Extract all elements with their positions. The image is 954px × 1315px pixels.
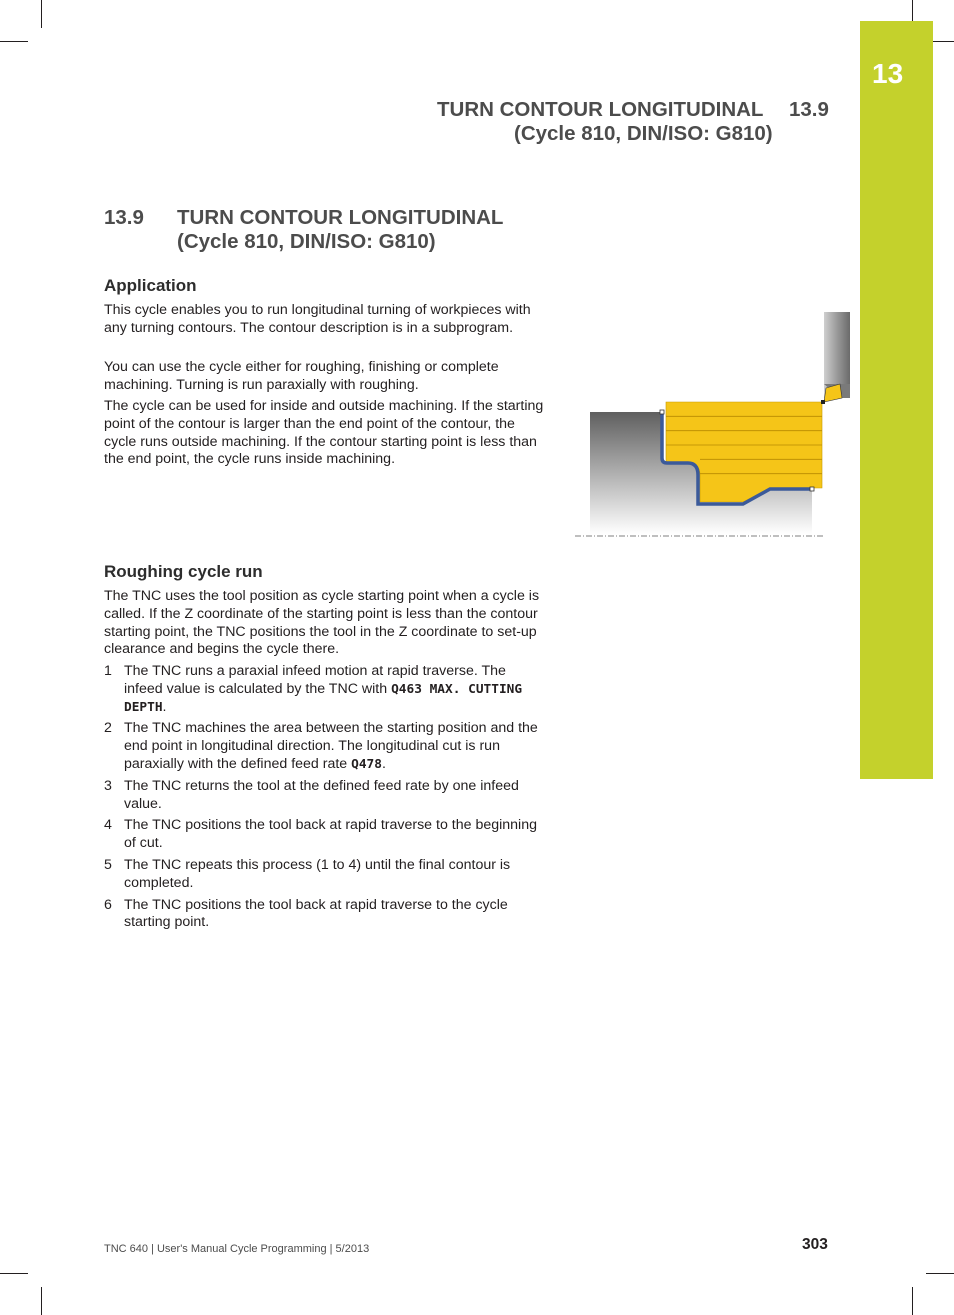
running-head: [437, 98, 837, 146]
list-item: [104, 897, 544, 933]
crop-mark: [926, 1273, 954, 1274]
roughing-steps: [104, 663, 544, 936]
crop-mark: [0, 41, 28, 42]
step-text: The TNC returns the tool at the defined feed rate by one infeed value.: [124, 777, 519, 812]
turning-figure: [570, 308, 860, 544]
chapter-number: 13: [872, 58, 904, 89]
crop-mark: [41, 0, 42, 28]
step-text-end: .: [381, 755, 386, 772]
footer-text: TNC 640 | User's Manual Cycle Programming | 5/2013: [104, 1243, 370, 1255]
list-item: [104, 817, 544, 853]
step-number: 6: [104, 896, 112, 913]
step-number: 1: [104, 663, 112, 679]
application-paragraph: You can use the cycle either for roughing, finishing or complete machining. Turning is run paraxially with roughing.: [104, 359, 499, 393]
section-title-line1: TURN CONTOUR LONGITUDINAL: [177, 206, 504, 229]
step-text: The TNC runs a paraxial infeed motion at rapid traverse. The infeed value is calculated by the TNC with: [124, 663, 506, 697]
step-number: 4: [104, 817, 112, 834]
running-head-title: TURN CONTOUR LONGITUDINAL: [437, 98, 764, 121]
step-number: 5: [104, 856, 112, 873]
section-number: 13.9: [104, 206, 144, 229]
step-number: 2: [104, 720, 112, 737]
roughing-heading: Roughing cycle run: [104, 562, 263, 581]
running-head-number: 13.9: [789, 98, 829, 121]
contour-end-point: [810, 487, 814, 491]
contour-start-point: [660, 410, 664, 414]
application-paragraph: This cycle enables you to run longitudinal turning of workpieces with any turning contours. The contour description is in a subprogram.: [104, 302, 531, 336]
step-code: Q463 MAX. CUTTING DEPTH: [124, 681, 523, 715]
crop-mark: [0, 1273, 28, 1274]
running-head-subtitle: (Cycle 810, DIN/ISO: G810): [514, 122, 773, 145]
list-item: [104, 857, 544, 893]
list-item: [104, 720, 544, 773]
crop-mark: [41, 1287, 42, 1315]
chapter-tab: [860, 21, 933, 779]
step-number: 3: [104, 777, 112, 794]
turning-diagram: [570, 308, 860, 544]
step-text-end: .: [162, 698, 167, 715]
step-text: The TNC positions the tool back at rapid traverse to the cycle starting point.: [124, 896, 508, 931]
page-number: 303: [802, 1236, 828, 1253]
application-heading: Application: [104, 276, 197, 295]
crop-mark: [912, 1287, 913, 1315]
step-code: Q478: [351, 756, 382, 772]
list-item: [104, 663, 544, 716]
step-text: The TNC repeats this process (1 to 4) until the final contour is completed.: [124, 856, 511, 891]
tool-cycle-start: [821, 400, 825, 404]
step-text: The TNC positions the tool back at rapid traverse to the beginning of cut.: [124, 817, 537, 852]
section-title: [104, 206, 503, 254]
step-text: The TNC machines the area between the starting position and the end point in longitudinal direction. The longitudinal cut is run paraxially with the defined feed rate: [124, 720, 538, 772]
application-paragraph: The cycle can be used for inside and outside machining. If the starting point of the contour is larger than the end point of the contour, the cycle runs outside machining. If the contour starting point is less than the end point, the cycle runs inside machining.: [104, 398, 544, 468]
section-title-line2: (Cycle 810, DIN/ISO: G810): [177, 230, 436, 253]
list-item: [104, 778, 544, 814]
roughing-intro: The TNC uses the tool position as cycle starting point when a cycle is called. If the Z coordinate of the starting point is less than the contour starting point, the TNC positions the tool in the Z coordinate to set-up clearance and begins the cycle there.: [104, 588, 540, 658]
